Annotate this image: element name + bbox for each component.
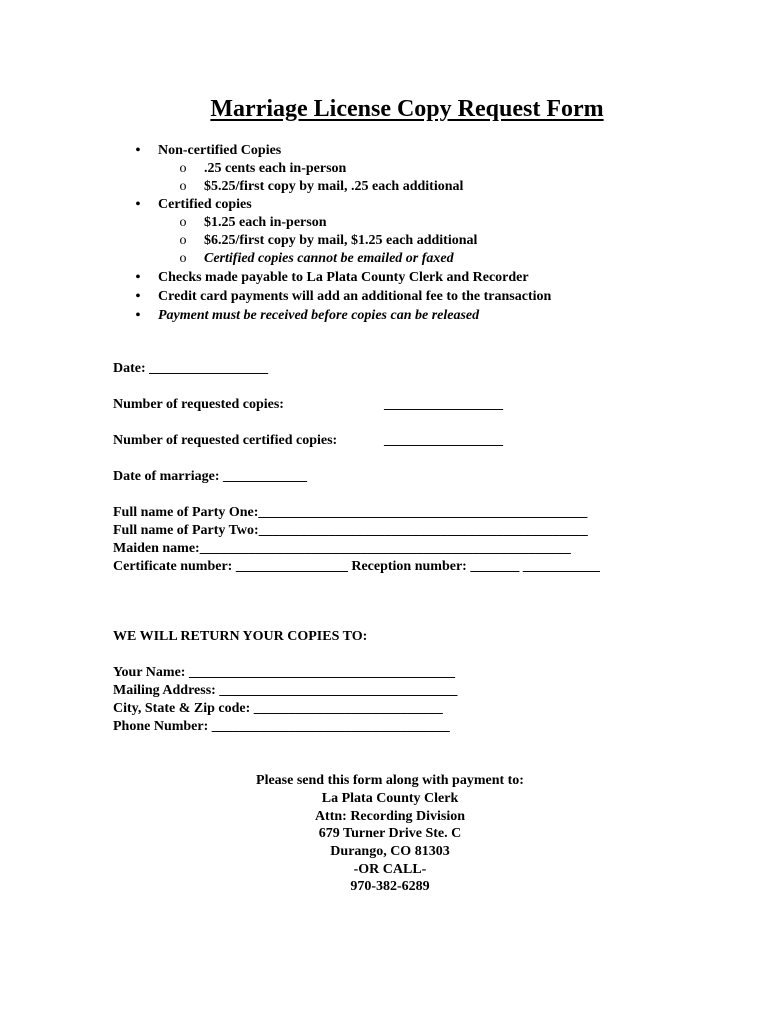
- city-state-zip-field[interactable]: City, State & Zip code: ___________________________: [113, 701, 443, 716]
- bullet-marker: •: [135, 143, 141, 158]
- sub-bullet-marker: o: [179, 251, 187, 266]
- num-certified-field[interactable]: _________________: [384, 433, 503, 448]
- bullet-marker: •: [135, 308, 141, 323]
- num-certified-label: Number of requested certified copies:: [113, 433, 338, 448]
- num-copies-label: Number of requested copies:: [113, 397, 284, 412]
- list-subitem: .25 cents each in-person: [204, 161, 347, 176]
- list-subitem: $6.25/first copy by mail, $1.25 each additional: [204, 233, 478, 248]
- list-item-checks: Checks made payable to La Plata County Clerk and Recorder: [158, 270, 529, 285]
- form-title: Marriage License Copy Request Form: [210, 96, 604, 122]
- mail-recipient: La Plata County Clerk: [321, 791, 459, 806]
- bullet-marker: •: [135, 270, 141, 285]
- party-one-field[interactable]: Full name of Party One:_______________________________________________: [113, 505, 588, 520]
- or-call-text: -OR CALL-: [353, 862, 427, 877]
- return-heading: WE WILL RETURN YOUR COPIES TO:: [113, 629, 368, 644]
- date-of-marriage-field[interactable]: Date of marriage: ____________: [113, 469, 308, 484]
- your-name-field[interactable]: Your Name: ______________________________________: [113, 665, 455, 680]
- list-item-noncertified: Non-certified Copies: [158, 143, 282, 158]
- phone-contact: 970-382-6289: [350, 879, 430, 894]
- bullet-marker: •: [135, 289, 141, 304]
- sub-bullet-marker: o: [179, 179, 187, 194]
- mail-street: 679 Turner Drive Ste. C: [318, 826, 462, 841]
- list-item-credit-card: Credit card payments will add an additional fee to the transaction: [158, 289, 552, 304]
- num-copies-field[interactable]: _________________: [384, 397, 503, 412]
- bullet-marker: •: [135, 197, 141, 212]
- sub-bullet-marker: o: [179, 215, 187, 230]
- sub-bullet-marker: o: [179, 233, 187, 248]
- mailing-address-field[interactable]: Mailing Address: __________________________________: [113, 683, 458, 698]
- list-subitem: $1.25 each in-person: [204, 215, 327, 230]
- certificate-reception-field[interactable]: Certificate number: ________________ Reception number: _______ ___________: [113, 559, 600, 574]
- phone-number-field[interactable]: Phone Number: __________________________________: [113, 719, 450, 734]
- list-subitem: $5.25/first copy by mail, .25 each additional: [204, 179, 464, 194]
- party-two-field[interactable]: Full name of Party Two:_______________________________________________: [113, 523, 588, 538]
- mail-attn: Attn: Recording Division: [314, 809, 466, 824]
- mail-city: Durango, CO 81303: [330, 844, 450, 859]
- mail-instruction: Please send this form along with payment to:: [256, 773, 524, 788]
- list-subitem-note: Certified copies cannot be emailed or faxed: [204, 251, 454, 266]
- list-item-certified: Certified copies: [158, 197, 252, 212]
- maiden-name-field[interactable]: Maiden name:_____________________________________________________: [113, 541, 571, 556]
- sub-bullet-marker: o: [179, 161, 187, 176]
- list-item-payment-note: Payment must be received before copies can be released: [158, 308, 480, 323]
- date-field[interactable]: Date: _________________: [113, 361, 269, 376]
